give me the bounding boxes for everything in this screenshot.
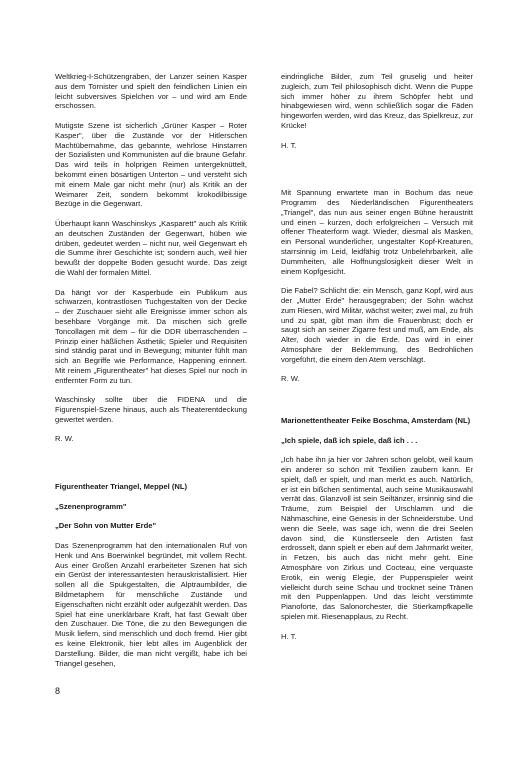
paragraph: Mit Spannung erwartete man in Bochum das neue Programm des Niederländischen Figurentheaters „Triangel", das nun aus seiner engen Bühne heraustritt und einen – kurzen, doch erfolgreichen – Versuch mit offener Theaterform wagt. Wieder, diesmal als Masken, ein Personal wunderlicher, ungestalter Kopf-Kreaturen, starrsinnig im Leid, leidfähig trotz Unbelehrbarkeit, alle Dummheiten, alle Hoffnungslosigkeit dieser Welt in einem Kopfgesicht. bbox=[281, 188, 473, 276]
spacer bbox=[55, 454, 247, 482]
left-column bbox=[55, 72, 247, 678]
paragraph: Waschinsky sollte über die FIDENA und die Figurenspiel-Szene hinaus, auch als Theaterentdeckung gewertet werden. bbox=[55, 395, 247, 424]
paragraph: Überhaupt kann Waschinskys „Kasparett" auch als Kritik an deutschen Zuständen der Gegenwart, hüben wie drüben, gedeutet werden – nicht nur, weil Gegenwart eh die Summe ihrer Geschichte ist; sondern auch, weil hier bewußt der doppelte Boden gesucht wurde. Das zeigt die Wahl der formalen Mittel. bbox=[55, 218, 247, 277]
spacer bbox=[281, 160, 473, 188]
author-signature: H. T. bbox=[281, 140, 297, 150]
piece-title: „Der Sohn von Mutter Erde" bbox=[55, 521, 157, 531]
page-number: 8 bbox=[55, 686, 61, 696]
paragraph: Weltkrieg-I-Schützengraben, der Lanzer seinen Kasper aus dem Tornister und spielt den feindlichen Linien ein leicht subversives Spielchen vor – und wird am Ende erschossen. bbox=[55, 72, 247, 111]
paragraph: Die Fabel? Schlicht die: ein Mensch, ganz Kopf, wird aus der „Mutter Erde" herausgegraben; der Sohn wächst zum Riesen, wird Militär, wächst weiter; zwei mal, zu früh und zu spät, gibt man ihm die Frauenbrust; doch er saugt sich an seiner Zigarre fest und muß, am Ende, als Alter, doch wieder in die Erde. Das wird in einer Atmosphäre der Beklemmung, des Bedrohlichen vorgeführt, die einem den Atem verschlägt. bbox=[281, 286, 473, 364]
piece-title: „Ich spiele, daß ich spiele, daß ich . . . bbox=[281, 435, 418, 445]
program-title: „Szenenprogramm" bbox=[55, 501, 127, 511]
paragraph: Mutigste Szene ist sicherlich „Grüner Kasper – Roter Kasper", über die Zustände vor der Hitlerschen Machtübernahme, das gebannte, wehrlose Hinstarren der Sozialisten und Kommunisten auf die braune Gefahr. Das wird teils in holprigen Reimen untergeknüttelt, bekommt einen bösartigen Unterton – und versteht sich mit einem Male gar nicht mehr (nur) als Kritik an der Weimarer Zeit, sondern bekommt krokodilbissige Bezüge in die Gegenwart. bbox=[55, 120, 247, 209]
author-signature: R. W. bbox=[55, 434, 74, 444]
spacer bbox=[281, 394, 473, 416]
paragraph: „Ich habe ihn ja hier vor Jahren schon gelobt, weil kaum ein anderer so schön mit Textilien zaubern kann. Er spielt, daß er spielt, und man merkt es auch. Natürlich, er ist ein bißchen sentimental, auch seine Musikauswahl verrät das. Glanzvoll ist sein Seiltänzer, irrsinnig sind die Träume, zum Beispiel der Urschlamm und die Nähmaschine, eine Genesis in der Schneiderstube. Und wenn die Seele, was sage ich, wenn die drei Seelen davon sind, die Künstlerseele den Artisten fast erdrosselt, dann spielt er eben auf dem Jahrmarkt weiter, in Fetzen, bis auch das nicht mehr geht. Eine Atmosphäre von Zirkus und Cocteau, eine verquaste Erotik, ein wenig Elegie, der Puppenspieler weint vielleicht durch seine Schau und trocknet seine Tränen mit den Puppenlappen. Und das leicht verstimmte Pianoforte, das Salonorchester, die Stierkampfkapelle spielen mit. Riesenapplaus, zu Recht. bbox=[281, 455, 473, 622]
author-signature: R. W. bbox=[281, 374, 300, 384]
paragraph: Da hängt vor der Kasperbude ein Publikum aus schwarzen, kontrastlosen Tuchgestalten von der Decke – der Zuschauer sieht alle Ereignisse immer schon als besehbare Vorgänge mit. Da mischen sich grelle Toncollagen mit dem – für die DDR überraschenden – Prinzip einer häßlichen Ästhetik; Spieler und Requisiten sind ständig parat und in Bewegung; mitunter fühlt man sich an Begriffe wie Performance, Happening erinnert. Mit reinem „Figurentheater" hat dieses Spiel nur noch in entfernter Form zu tun. bbox=[55, 287, 247, 385]
section-heading: Marionettentheater Feike Boschma, Amsterdam (NL) bbox=[281, 415, 471, 425]
section-heading: Figurentheater Triangel, Meppel (NL) bbox=[55, 482, 188, 492]
right-column bbox=[281, 72, 473, 651]
paragraph: Das Szenenprogramm hat den internationalen Ruf von Henk und Ans Boerwinkel begründet, mit vollem Recht. Aus einer Großen Anzahl erarbeiteter Szenen hat sich ein Gerüst der interessantesten herauskristallisiert. Hier sollen all die Spukgestalten, die Alptraumbilder, die Bildmetaphern für menschliche Zustände und Eigenschaften nicht erzählt oder aufgezählt werden. Das Spiel hat eine unerklärbare Kraft, hat fast Gewalt über den Zuschauer. Die Töne, die zu den Bewegungen die Musik liefern, sind menschlich und doch fremd. Hier gibt es keine Elektronik, hier lebt alles im Augenblick der Darstellung. Bilder, die man nicht vergißt, habe ich bei Triangel gesehen, bbox=[55, 541, 247, 668]
author-signature: H. T. bbox=[281, 631, 297, 641]
paragraph: eindringliche Bilder, zum Teil gruselig und heiter zugleich, zum Teil philosophisch dicht. Wenn die Puppe sich immer höher zu ihrem Schöpfer hebt und hinabgewiesen wird, wenn schließlich sogar die Fäden hingeworfen werden, wird das Kreuz, das Spielkreuz, zur Krücke! bbox=[281, 72, 473, 130]
